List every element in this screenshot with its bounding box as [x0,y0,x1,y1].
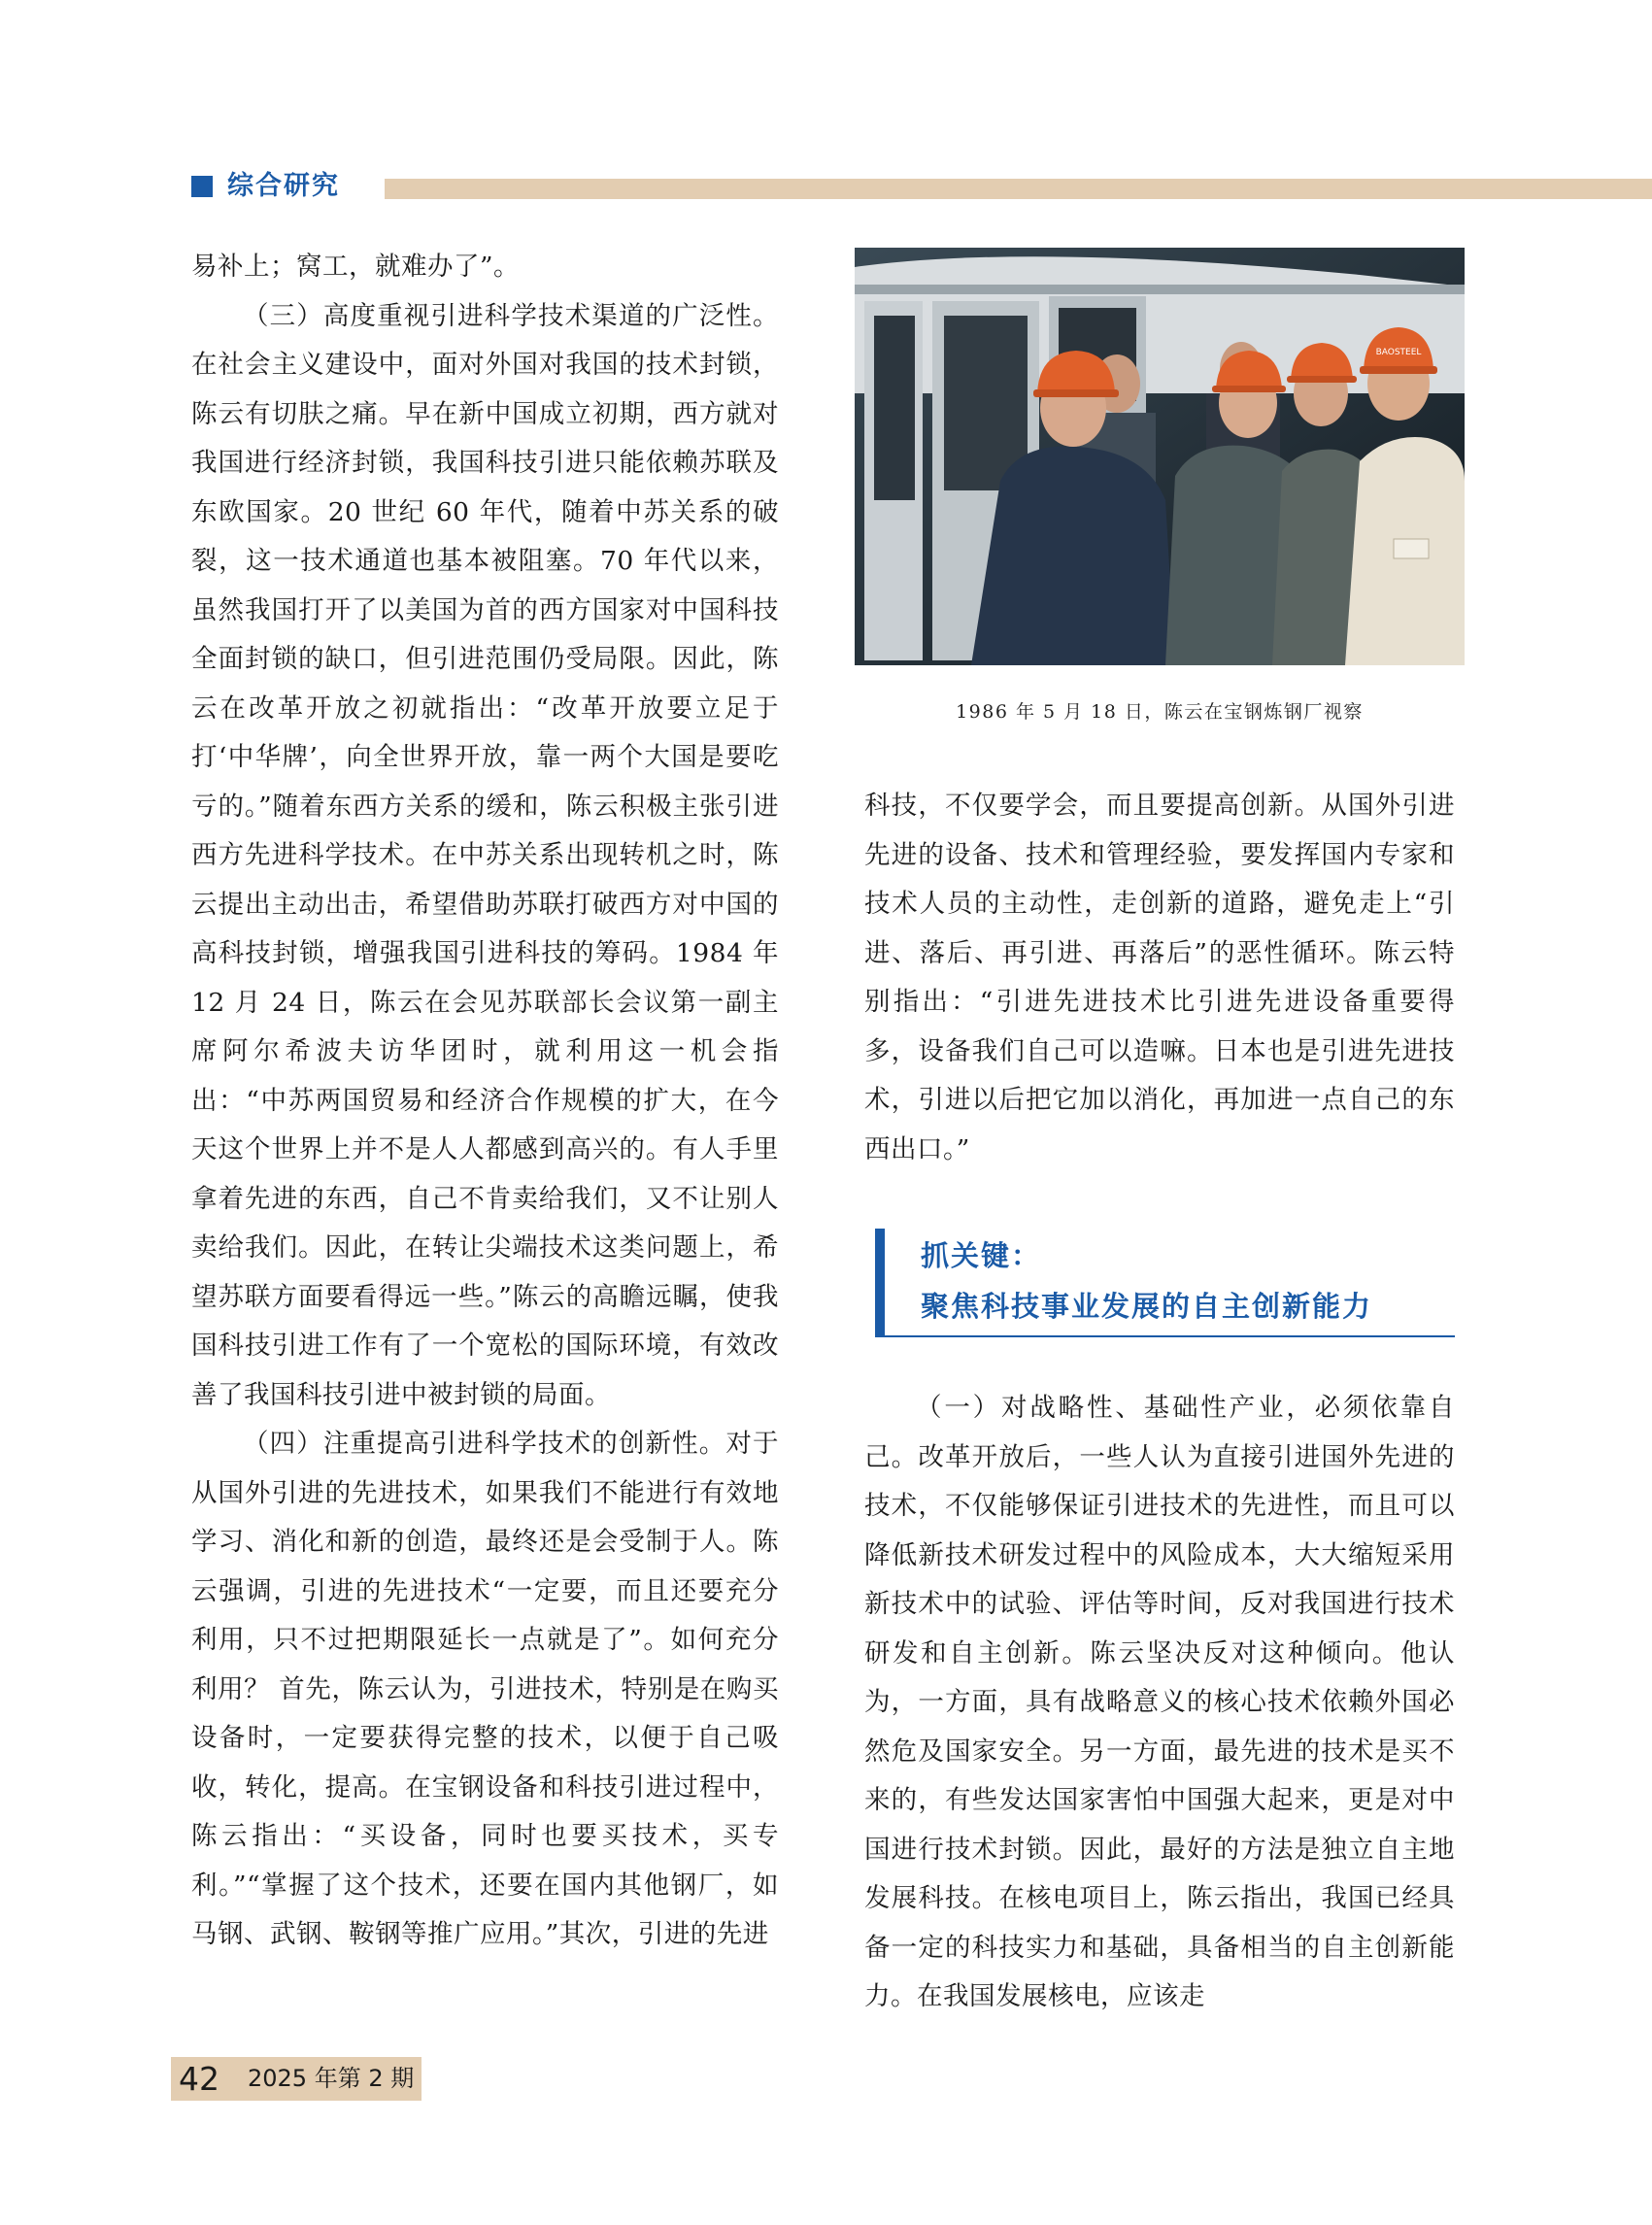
section-heading-underline [885,1335,1455,1337]
section-marker [191,176,213,197]
right-column-top [864,782,1455,1174]
left-column [191,243,779,1960]
right-column-bottom [864,1384,1455,2022]
photo-caption: 1986 年 5 月 18 日，陈云在宝钢炼钢厂视察 [956,701,1364,723]
paragraph-continued-right: 科技，不仅要学会，而且要提高创新。从国外引进先进的设备、技术和管理经验，要发挥国内专家和技术人员的主动性，走创新的道路，避免走上“引进、落后、再引进、再落后”的恶性循环。陈云特别指出：“引进先进技术比引进先进设备重要得多，设备我们自己可以造嘛。日本也是引进先进技术，引进以后把它加以消化，再加进一点自己的东西出口。” [864,791,1455,1164]
paragraph-section-1: （一）对战略性、基础性产业，必须依靠自己。改革开放后，一些人认为直接引进国外先进的技术，不仅能够保证引进技术的先进性，而且可以降低新技术研发过程中的风险成本，大大缩短采用新技术中的试验、评估等时间，反对我国进行技术研发和自主创新。陈云坚决反对这种倾向。他认为，一方面，具有战略意义的核心技术依赖外国必然危及国家安全。另一方面，最先进的技术是买不来的，有些发达国家害怕中国强大起来，更是对中国进行技术封锁。因此，最好的方法是独立自主地发展科技。在核电项目上，陈云指出，我国已经具备一定的科技实力和基础，具备相当的自主创新能力。在我国发展核电，应该走 [864,1393,1455,2011]
section-heading-line1: 抓关键： [921,1239,1042,1272]
section-heading [875,1229,1455,1337]
section-heading-line2: 聚焦科技事业发展的自主创新能力 [921,1290,1373,1323]
section-heading-bar [875,1229,885,1337]
paragraph-section-4: （四）注重提高引进科学技术的创新性。对于从国外引进的先进技术，如果我们不能进行有效地学习、消化和新的创造，最终还是会受制于人。陈云强调，引进的先进技术“一定要，而且还要充分利用，只不过把期限延长一点就是了”。如何充分利用？ 首先，陈云认为，引进技术，特别是在购买设备时，一定要获得完整的技术，以便于自己吸收，转化，提高。在宝钢设备和科技引进过程中，陈云指出：“买设备，同时也要买技术，买专利。”“掌握了这个技术，还要在国内其他钢厂，如马钢、武钢、鞍钢等推广应用。”其次，引进的先进 [191,1429,779,1949]
paragraph-continued: 易补上；窝工，就难办了”。 [191,252,521,282]
paragraph-section-3: （三）高度重视引进科学技术渠道的广泛性。在社会主义建设中，面对外国对我国的技术封锁，陈云有切肤之痛。早在新中国成立初期，西方就对我国进行经济封锁，我国科技引进只能依赖苏联及东欧国家。20 世纪 60 年代，随着中苏关系的破裂，这一技术通道也基本被阻塞。70 年代以来，虽然我国打开了以美国为首的西方国家对中国科技全面封锁的缺口，但引进范围仍受局限。因此，陈云在改革开放之初就指出：“改革开放要立足于打‘中华牌’，向全世界开放，靠一两个大国是要吃亏的。”随着东西方关系的缓和，陈云积极主张引进西方先进科学技术。在中苏关系出现转机之时，陈云提出主动出击，希望借助苏联打破西方对中国的高科技封锁，增强我国引进科技的筹码。1984 年 12 月 24 日，陈云在会见苏联部长会议第一副主席阿尔希波夫访华团时，就利用这一机会指出：“中苏两国贸易和经济合作规模的扩大，在今天这个世界上并不是人人都感到高兴的。有人手里拿着先进的东西，自己不肯卖给我们，又不让别人卖给我们。因此，在转让尖端技术这类问题上，希望苏联方面要看得远一些。”陈云的高瞻远瞩，使我国科技引进工作有了一个宽松的国际环境，有效改善了我国科技引进中被封锁的局面。 [191,300,779,1410]
photo-inspection [855,248,1465,665]
page-number: 42 [179,2060,219,2098]
section-title: 综合研究 [227,171,340,201]
header-band [385,179,1652,199]
issue-label: 2025 年第 2 期 [248,2065,415,2092]
helmet-badge: BAOSTEEL [1375,348,1422,357]
